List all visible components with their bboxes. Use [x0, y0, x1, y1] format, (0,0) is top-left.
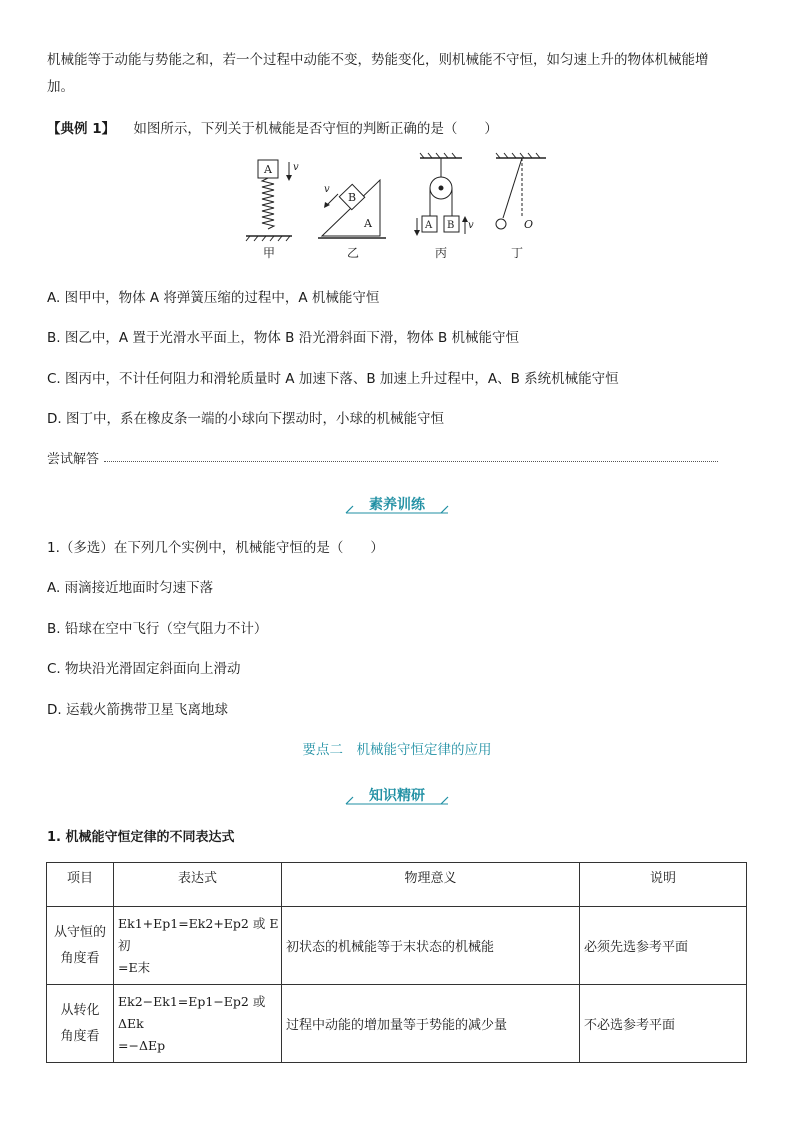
table-cell-expression	[114, 907, 282, 985]
item-line-1: 从守恒的	[53, 924, 106, 940]
example-label: 【典例 1】	[47, 121, 116, 137]
wedge-a-label: A	[364, 217, 372, 230]
caption-yi: 乙	[347, 246, 360, 260]
expression-line-1: Ek2−Ek1=Ep1−Ep2 或 ΔEk	[118, 993, 266, 1031]
section-title-knowledge: 知识精研	[369, 788, 425, 804]
table-cell-meaning: 过程中动能的增加量等于势能的减少量	[282, 985, 580, 1063]
example-option-d: D. 图丁中，系在橡皮条一端的小球向下摆动时，小球的机械能守恒	[47, 411, 444, 427]
velocity-label-bing: v	[468, 220, 474, 231]
table-cell-item	[47, 907, 114, 985]
exercise-option-a: A. 雨滴接近地面时匀速下落	[47, 580, 214, 596]
item-line-2: 角度看	[60, 950, 100, 966]
table-row	[47, 985, 747, 1063]
subheading: 1. 机械能守恒定律的不同表达式	[47, 830, 235, 845]
caption-jia: 甲	[263, 246, 276, 260]
section-badge-training	[344, 493, 450, 517]
table-cell-note: 必须先选参考平面	[580, 907, 747, 985]
example-option-c: C. 图丙中，不计任何阻力和滑轮质量时 A 加速下落、B 加速上升过程中，A、B 系统机械能守恒	[47, 371, 619, 387]
figure-jia	[246, 160, 299, 241]
example-question	[47, 117, 498, 137]
section-badge-knowledge	[344, 784, 450, 808]
intro-line-1: 机械能等于动能与势能之和，若一个过程中动能不变，势能变化，则机械能不守恒，如匀速上升的物体机械能增	[47, 52, 709, 68]
example-question-text: 如图所示，下列关于机械能是否守恒的判断正确的是（ ）	[133, 121, 498, 137]
velocity-label-jia: v	[293, 162, 299, 173]
example-option-b: B. 图乙中，A 置于光滑水平面上，物体 B 沿光滑斜面下滑，物体 B 机械能守恒	[47, 330, 520, 346]
pulley-a-label: A	[425, 220, 433, 231]
figure-yi	[318, 180, 386, 238]
exercise-question: 1.（多选）在下列几个实例中，机械能守恒的是（ ）	[47, 540, 384, 556]
caption-bing: 丙	[435, 246, 448, 260]
expression-table	[46, 862, 747, 1063]
pulley-b-label: B	[447, 220, 455, 231]
answer-line[interactable]	[104, 461, 718, 462]
item-line-1: 从转化	[60, 1002, 100, 1018]
block-b-label: B	[348, 191, 357, 204]
pivot-o-label: O	[524, 218, 534, 231]
exercise-option-b: B. 铅球在空中飞行（空气阻力不计）	[47, 621, 268, 637]
caption-ding: 丁	[511, 246, 524, 260]
physics-figure	[240, 148, 560, 263]
key-point-heading: 要点二 机械能守恒定律的应用	[302, 742, 492, 758]
table-header-meaning: 物理意义	[282, 863, 580, 907]
table-cell-note: 不必选参考平面	[580, 985, 747, 1063]
exercise-option-c: C. 物块沿光滑固定斜面向上滑动	[47, 661, 241, 677]
figure-ding	[496, 153, 546, 231]
intro-line-2: 加。	[47, 79, 74, 95]
answer-label: 尝试解答	[47, 452, 100, 467]
item-line-2: 角度看	[60, 1028, 100, 1044]
table-header-item: 项目	[47, 863, 114, 907]
example-option-a: A. 图甲中，物体 A 将弹簧压缩的过程中，A 机械能守恒	[47, 290, 380, 306]
expression-line-2: =−ΔEp	[118, 1037, 166, 1053]
block-a-label: A	[264, 163, 272, 176]
expression-line-2: =E末	[118, 959, 151, 975]
figure-bing	[414, 153, 474, 236]
section-title-training: 素养训练	[369, 497, 425, 513]
table-row	[47, 907, 747, 985]
expression-line-1: Ek1+Ep1=Ek2+Ep2 或 E初	[118, 915, 279, 953]
exercise-option-d: D. 运载火箭携带卫星飞离地球	[47, 702, 228, 718]
velocity-label-yi: v	[324, 184, 330, 195]
table-header-expression: 表达式	[114, 863, 282, 907]
table-cell-meaning: 初状态的机械能等于末状态的机械能	[282, 907, 580, 985]
table-cell-item	[47, 985, 114, 1063]
table-cell-expression	[114, 985, 282, 1063]
table-header-note: 说明	[580, 863, 747, 907]
table-header-row	[47, 863, 747, 907]
